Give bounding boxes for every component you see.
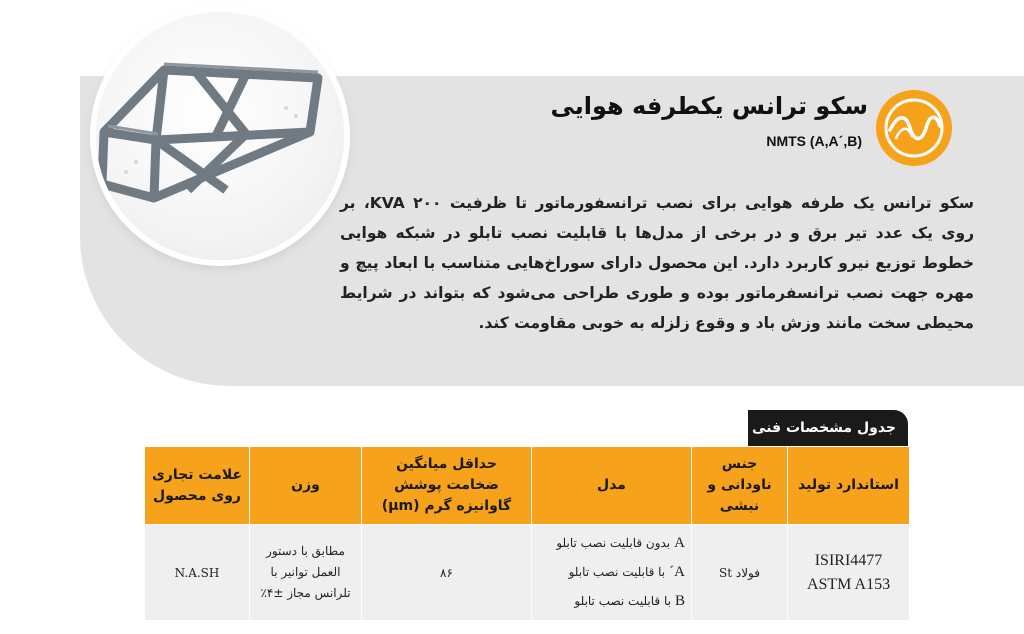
- model-item: [538, 529, 685, 558]
- table-header-row: [145, 447, 910, 525]
- header-material: جنس ناودانی و نبشی: [692, 447, 788, 525]
- product-photo: [96, 12, 344, 260]
- model-item: [538, 558, 685, 587]
- logo-mark-icon: [876, 90, 952, 166]
- cell-model: [532, 525, 692, 621]
- header-standard: استاندارد تولید: [788, 447, 910, 525]
- model-item: [538, 587, 685, 616]
- standard-astm: ASTM A153: [806, 575, 891, 593]
- model-text: با قابلیت نصب تابلو: [568, 565, 666, 579]
- header-model: مدل: [532, 447, 692, 525]
- company-logo-icon: [876, 90, 952, 166]
- cell-coating: ۸۶: [362, 525, 532, 621]
- model-letter: B: [674, 593, 685, 609]
- header-coating: حداقل میانگین ضخامت پوشش گاوانیزه گرم (µm): [362, 447, 532, 525]
- standard-isiri: ISIRI4477: [814, 551, 883, 569]
- model-text: بدون قابلیت نصب تابلو: [556, 536, 671, 550]
- cell-material: فولاد St: [692, 525, 788, 621]
- cell-weight: مطابق با دستور العمل توانیر با تلرانس مجاز ±۴٪: [250, 525, 362, 621]
- header-weight: وزن: [250, 447, 362, 525]
- product-description: سکو ترانس یک طرفه هوایی برای نصب ترانسفورماتور تا ظرفیت KVA ۲۰۰، بر روی یک عدد تیر برق و در برخی از مدل‌ها با قابلیت نصب تابلو در شبکه هوایی خطوط توزیع نیرو کاربرد دارد. این محصول دارای سوراخ‌هایی متناسب با ابعاد پیچ و مهره جهت نصب ترانسفرماتور بوده و طوری طراحی می‌شود که بتواند در شرایط محیطی سخت مانند وزش باد و وقوع زلزله به خوبی مقاومت کند.: [340, 194, 974, 332]
- cell-standard: [788, 525, 910, 621]
- spec-table-label: جدول مشخصات فنی: [748, 410, 908, 446]
- header-trademark: علامت تجاری روی محصول: [145, 447, 250, 525]
- cell-trademark: N.A.SH: [145, 525, 250, 621]
- product-code: NMTS (A,A´,B): [766, 133, 862, 149]
- transformer-platform-icon: [96, 12, 344, 260]
- model-letter: A´: [669, 564, 685, 580]
- model-text: با قابلیت نصب تابلو: [574, 594, 671, 608]
- table-row: [145, 525, 910, 621]
- model-letter: A: [674, 535, 685, 551]
- page-title: سکو ترانس یکطرفه هوایی: [550, 92, 868, 120]
- spec-table: [144, 446, 910, 621]
